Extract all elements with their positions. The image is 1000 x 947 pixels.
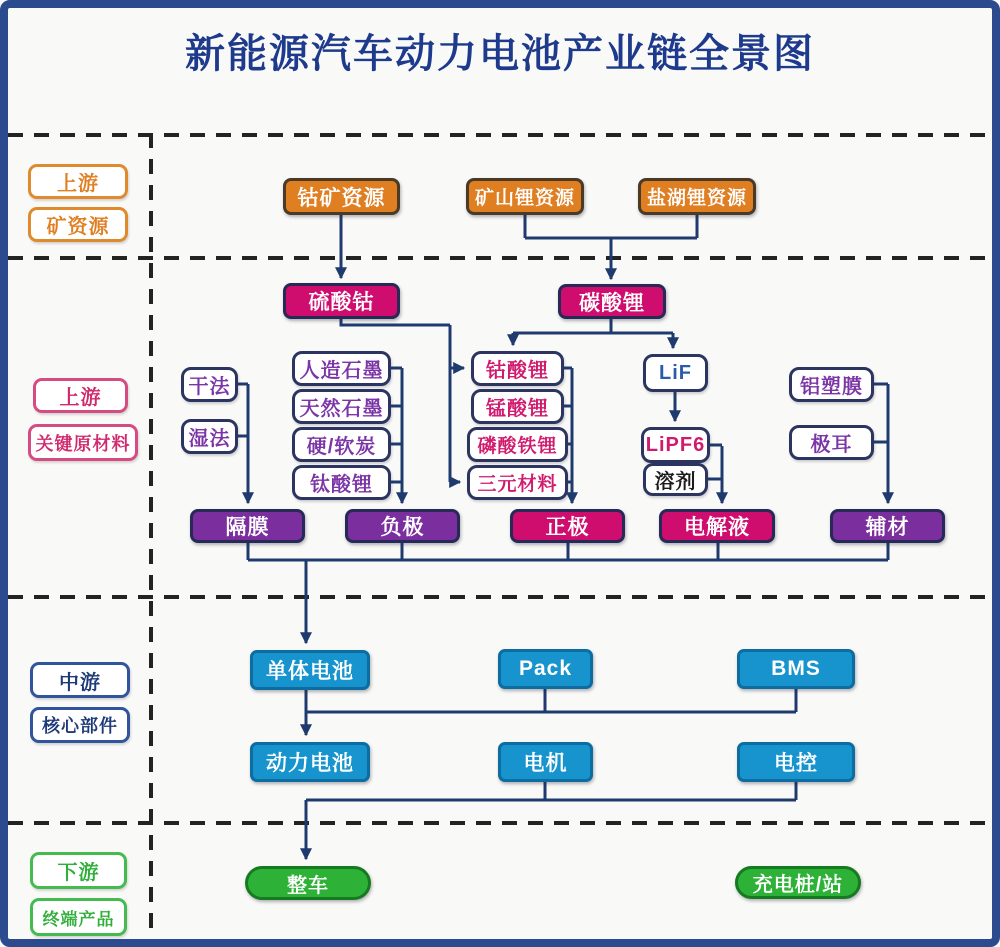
node-hard-soft-carbon: 硬/软炭 bbox=[292, 427, 391, 462]
node-lfp: 磷酸铁锂 bbox=[467, 427, 568, 462]
node-bms: BMS bbox=[737, 649, 855, 689]
node-ternary-material: 三元材料 bbox=[467, 465, 568, 500]
node-lmo: 锰酸锂 bbox=[471, 389, 564, 424]
node-lithium-titanate: 钛酸锂 bbox=[292, 465, 391, 500]
label-upstream-materials: 上游 bbox=[33, 378, 128, 413]
node-artificial-graphite: 人造石墨 bbox=[292, 351, 391, 386]
node-charging-pile: 充电桩/站 bbox=[735, 866, 861, 899]
page-title: 新能源汽车动力电池产业链全景图 bbox=[185, 32, 815, 76]
label-key-raw-materials: 关键原材料 bbox=[28, 424, 138, 461]
label-upstream-mineral: 上游 bbox=[28, 164, 128, 199]
node-lithium-carbonate: 碳酸锂 bbox=[558, 284, 666, 319]
node-battery-cell: 单体电池 bbox=[250, 650, 370, 690]
label-midstream: 中游 bbox=[30, 662, 130, 698]
node-al-plastic-film: 铝塑膜 bbox=[789, 367, 874, 402]
node-lipf6: LiPF6 bbox=[641, 427, 710, 463]
node-dry-method: 干法 bbox=[181, 367, 238, 402]
label-downstream: 下游 bbox=[30, 852, 127, 889]
node-mine-lithium: 矿山锂资源 bbox=[466, 178, 584, 215]
node-solvent: 溶剂 bbox=[643, 463, 708, 496]
node-aux-material: 辅材 bbox=[830, 509, 945, 543]
node-vehicle: 整车 bbox=[245, 866, 371, 900]
node-power-battery: 动力电池 bbox=[250, 742, 370, 782]
node-anode: 负极 bbox=[345, 509, 460, 543]
node-wet-method: 湿法 bbox=[181, 419, 238, 454]
node-cobalt-ore: 钴矿资源 bbox=[283, 178, 400, 215]
node-lif: LiF bbox=[643, 354, 708, 392]
label-core-components: 核心部件 bbox=[30, 707, 130, 743]
node-motor: 电机 bbox=[498, 742, 593, 782]
node-salt-lake-lithium: 盐湖锂资源 bbox=[638, 178, 756, 215]
node-electrolyte: 电解液 bbox=[659, 509, 775, 543]
node-separator: 隔膜 bbox=[190, 509, 305, 543]
node-tab: 极耳 bbox=[789, 425, 874, 460]
node-pack: Pack bbox=[498, 649, 593, 689]
node-natural-graphite: 天然石墨 bbox=[292, 389, 391, 424]
node-cathode: 正极 bbox=[510, 509, 625, 543]
node-ecu: 电控 bbox=[737, 742, 855, 782]
node-lco: 钴酸锂 bbox=[471, 351, 564, 386]
label-mineral-resources: 矿资源 bbox=[28, 207, 128, 242]
node-cobalt-sulfate: 硫酸钴 bbox=[283, 283, 400, 319]
label-terminal-products: 终端产品 bbox=[30, 898, 127, 936]
